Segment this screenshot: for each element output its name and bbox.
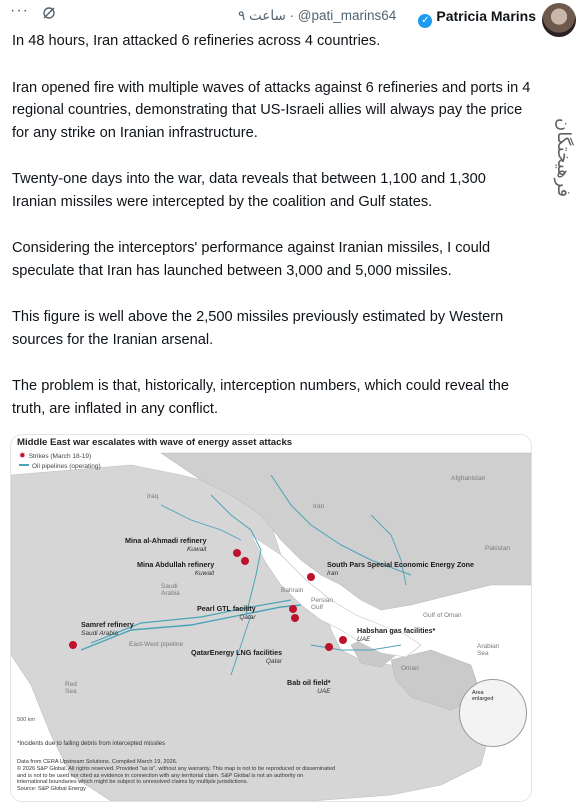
legend-pipelines: Oil pipelines (operating)	[32, 463, 101, 470]
geo-label: Iran	[313, 503, 325, 510]
display-name[interactable]	[418, 8, 536, 28]
site-label: Samref refinery Saudi Arabia	[81, 620, 134, 637]
site-label: Bab oil field* UAE	[287, 678, 331, 695]
verified-badge-icon: ✓	[418, 14, 432, 28]
strike-icon: ✸	[19, 451, 26, 460]
tweet-text	[12, 30, 532, 444]
site-label: Pearl GTL facility Qatar	[197, 604, 256, 621]
avatar[interactable]	[542, 3, 576, 37]
site-label: Mina al-Ahmadi refinery Kuwait	[125, 536, 207, 553]
map-legend	[19, 451, 101, 472]
geo-label: Gulf of Oman	[423, 612, 462, 619]
grok-icon[interactable]	[42, 6, 56, 20]
site-label: Mina Abdullah refinery Kuwait	[137, 560, 215, 577]
inset-locator-map	[459, 679, 527, 747]
site-label: South Pars Special Economic Energy Zone Iran	[327, 560, 474, 577]
tweet-paragraph: The problem is that, historically, interception numbers, which could reveal the truth, are inflated in any conflict.	[12, 378, 509, 417]
geo-label: Afghanistan	[451, 475, 486, 482]
legend-strikes: Strikes (March 18-19)	[28, 453, 92, 460]
more-options-button[interactable]: ···	[10, 2, 29, 19]
tweet-paragraph: Considering the interceptors' performance against Iranian missiles, I could speculate that Iran has launched between 3,000 and 5,000 missiles.	[12, 240, 491, 279]
geo-label: East-West pipeline	[129, 641, 184, 648]
map-source	[17, 759, 447, 793]
display-name-text: Patricia Marins	[436, 8, 536, 24]
map-title: Middle East war escalates with wave of energy asset attacks	[17, 437, 293, 448]
source-line: Source: S&P Global Energy	[17, 786, 86, 793]
source-line: © 2026 S&P Global. All rights reserved. Provided "as is", without any warranty. This map is not to be reproduced or disseminated	[17, 765, 336, 772]
user-handle[interactable]: @pati_marins64	[297, 8, 397, 23]
site-label: QatarEnergy LNG facilities Qatar	[191, 648, 283, 665]
geo-label: Iraq	[147, 493, 159, 500]
pipeline-icon	[19, 464, 29, 466]
watermark-logo: فرهیختگان	[553, 118, 574, 198]
tweet-paragraph: This figure is well above the 2,500 missiles previously estimated by Western sources for the Iranian arsenal.	[12, 309, 504, 348]
map-scale: 500 km	[17, 717, 36, 723]
geo-label: Pakistan	[485, 545, 510, 552]
post-timestamp[interactable]: ساعت ۹	[238, 8, 286, 23]
tweet-header	[0, 0, 582, 34]
geo-label: Oman	[401, 665, 419, 672]
geo-label: Persian Gulf	[311, 597, 334, 611]
source-line: and is not to be used nor cited as evidence in connection with any territorial claim. S&P Global is not an authority on	[17, 772, 304, 779]
geo-label: Red Sea	[65, 681, 77, 695]
handle-and-time	[238, 8, 396, 24]
tweet-paragraph: In 48 hours, Iran attacked 6 refineries across 4 countries.	[12, 33, 381, 49]
source-line: international boundaries which might be subject to unresolved claims by multiple jurisdictions.	[17, 779, 249, 786]
separator: ·	[289, 8, 295, 23]
tweet-paragraph: Twenty-one days into the war, data reveals that between 1,100 and 1,300 Iranian missiles were intercepted by the coalition and Gulf states.	[12, 171, 486, 210]
site-label: Habshan gas facilities* UAE	[357, 626, 436, 643]
inset-label: Area enlarged	[472, 690, 494, 702]
map-footnote: *Incidents due to falling debris from intercepted missiles	[17, 741, 166, 747]
geo-label: Saudi Arabia	[161, 583, 180, 597]
geo-label: Bahrain	[281, 587, 304, 594]
source-line: Data from CERA Upstream Solutions. Compiled March 19, 2026.	[17, 759, 178, 765]
geo-label: Arabian Sea	[477, 643, 500, 657]
attached-map-image[interactable]	[10, 434, 532, 802]
tweet-paragraph: Iran opened fire with multiple waves of attacks against 6 refineries and ports in 4 regional countries, demonstrating that US-Israeli allies will always pay the price for any strike on Iranian infrastructure.	[12, 79, 531, 141]
